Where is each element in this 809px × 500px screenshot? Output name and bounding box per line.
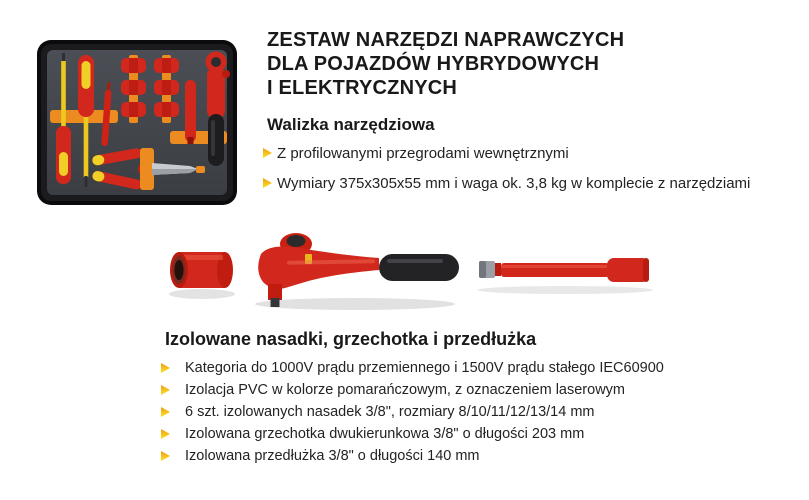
socket-icon <box>121 80 146 95</box>
triangle-bullet-icon <box>161 385 170 395</box>
insulated-socket-icon <box>170 252 233 288</box>
bullet-item <box>161 360 791 376</box>
title-line: DLA POJAZDÓW HYBRYDOWYCH <box>267 53 600 75</box>
tool-case-illustration <box>37 40 237 205</box>
socket-rail <box>121 55 146 123</box>
socket-rail <box>154 55 179 123</box>
section-sockets-title: Izolowane nasadki, grzechotka i przedłużka <box>165 329 537 349</box>
insulated-extension-icon <box>479 258 649 282</box>
sockets-bullet-list <box>161 360 791 470</box>
title-line: ZESTAW NARZĘDZI NAPRAWCZYCH <box>267 29 625 51</box>
bullet-item <box>161 448 791 464</box>
bullet-text: Kategoria do 1000V prądu przemiennego i 1500V prądu stałego IEC60900 <box>185 360 664 376</box>
case-bullet-list <box>263 144 793 204</box>
triangle-bullet-icon <box>263 178 272 188</box>
main-title <box>267 28 787 100</box>
bullet-item <box>161 404 791 420</box>
triangle-bullet-icon <box>161 429 170 439</box>
socket-icon <box>121 58 146 73</box>
bullet-item <box>161 382 791 398</box>
extension-bar-icon <box>185 80 196 144</box>
bullet-item <box>263 174 793 194</box>
triangle-bullet-icon <box>161 451 170 461</box>
socket-icon <box>121 102 146 117</box>
insulated-ratchet-icon <box>258 233 459 307</box>
tool-case-image <box>37 40 237 205</box>
tools-row-illustration <box>155 228 665 318</box>
section-case-title: Walizka narzędziowa <box>267 115 435 134</box>
triangle-bullet-icon <box>161 407 170 417</box>
socket-icon <box>154 102 179 117</box>
bullet-text: Izolowana grzechotka dwukierunkowa 3/8" o długości 203 mm <box>185 426 585 442</box>
bullet-text: Izolowana przedłużka 3/8" o długości 140 mm <box>185 448 480 464</box>
socket-icon <box>154 80 179 95</box>
triangle-bullet-icon <box>263 148 272 158</box>
bullet-item <box>263 144 793 164</box>
bullet-text: Wymiary 375x305x55 mm i waga ok. 3,8 kg w komplecie z narzędziami <box>277 175 751 192</box>
triangle-bullet-icon <box>161 363 170 373</box>
title-line: I ELEKTRYCZNYCH <box>267 77 458 99</box>
socket-icon <box>154 58 179 73</box>
bullet-item <box>161 426 791 442</box>
tools-row-image <box>155 228 665 318</box>
bullet-text: 6 szt. izolowanych nasadek 3/8", rozmiary 8/10/11/12/13/14 mm <box>185 404 595 420</box>
bullet-text: Z profilowanymi przegrodami wewnętrznymi <box>277 145 569 162</box>
bullet-text: Izolacja PVC w kolorze pomarańczowym, z oznaczeniem laserowym <box>185 382 625 398</box>
